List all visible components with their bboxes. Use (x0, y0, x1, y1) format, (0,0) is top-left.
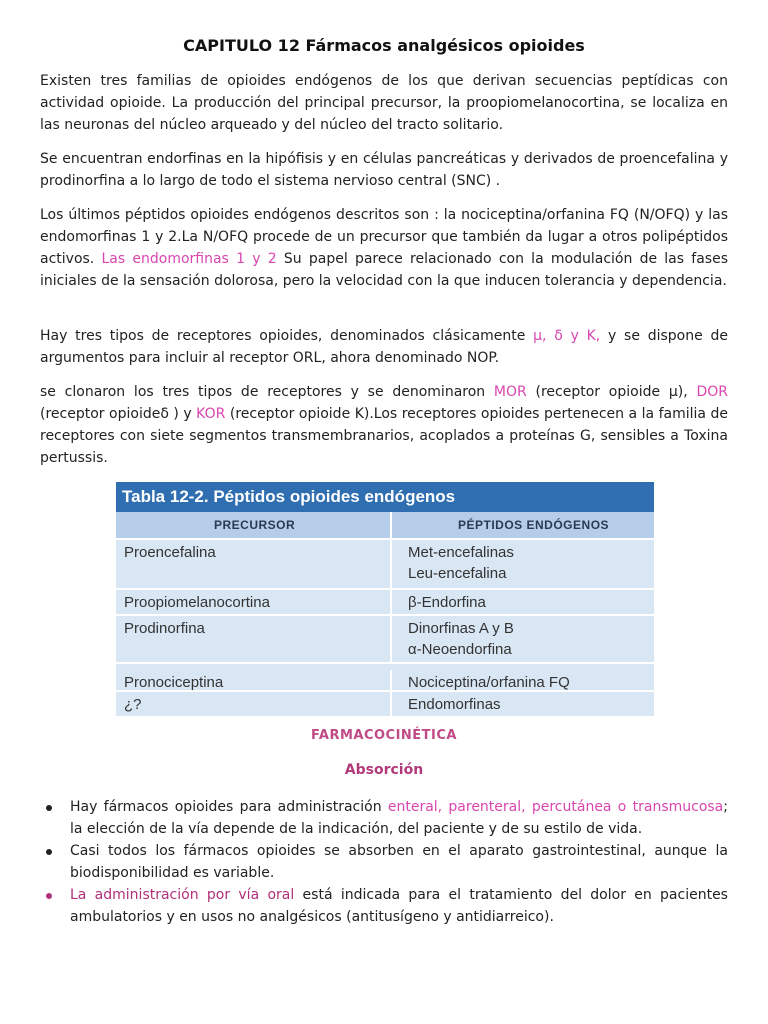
table-title: Tabla 12-2. Péptidos opioides endógenos (116, 482, 654, 512)
table-cell-precursor: Proopiomelanocortina (124, 594, 270, 611)
b3-highlight-oral: La administración por vía oral (70, 887, 295, 903)
table-cell-peptide: β-Endorfina (408, 594, 486, 611)
table-cell-peptide: Met-encefalinas (408, 544, 514, 561)
table-endogenous-peptides (116, 482, 654, 716)
chapter-title: CAPITULO 12 Fármacos analgésicos opioides (183, 36, 585, 55)
p1-text-c: , se localiza en las neuronas del núcleo arqueado y del núcleo del tracto solitario. (40, 95, 729, 133)
bullet-icon (46, 849, 52, 855)
table-header-row (116, 512, 654, 538)
list-item (40, 884, 728, 928)
paragraph-receptor-types (40, 325, 728, 369)
paragraph-endorphins: Se encuentran endorfinas en la hipófisis y en células pancreáticas y derivados de proencefalina y prodinorfina a lo largo de todo el sistema nervioso central (SNC) . (40, 151, 728, 189)
list-item (40, 796, 728, 840)
section-heading-farmacocinetica: FARMACOCINÉTICA (311, 728, 457, 743)
table-header-peptides: PÉPTIDOS ENDÓGENOS (390, 512, 654, 538)
table-cell-peptide: Nociceptina/orfanina FQ (408, 674, 570, 691)
subsection-heading-absorcion: Absorción (344, 762, 424, 778)
b3-text-b: está indicada para el tratamiento del dolor en pacientes ambulatorios y en usos no analgésicos (antitusígeno y antidiarreico). (70, 887, 728, 925)
p5-text-c: (receptor opioideδ ) y (40, 406, 197, 422)
table-header-precursor: PRECURSOR (214, 518, 296, 532)
p4-text-a: Hay tres tipos de receptores opioides, denominados clásicamente (40, 328, 534, 344)
table-cell-precursor: Prodinorfina (124, 620, 205, 637)
absorption-bullet-list (40, 796, 728, 928)
table-row (116, 614, 654, 662)
b1-highlight-routes: enteral, parenteral, percutánea o transmucosa (387, 799, 724, 815)
table-row (116, 662, 654, 690)
table-row (116, 538, 654, 588)
bullet-icon (46, 805, 52, 811)
table-cell-peptide: α-Neoendorfina (408, 641, 512, 658)
p4-highlight-receptors: μ, δ y Κ, (533, 328, 601, 344)
p3-highlight-endomorfinas: Las endomorfinas 1 y 2 (101, 251, 277, 267)
p5-highlight-mor: MOR (493, 384, 527, 400)
b1-text-c: ; la elección de la vía depende de la indicación, del paciente y de su estilo de vida. (70, 799, 728, 837)
table-cell-precursor: Proencefalina (124, 544, 216, 561)
p3-text-a: Los últimos péptidos opioides endógenos descritos son : la nociceptina/orfanina FQ (N/OFQ) y las endomorfinas 1 y 2.La N/OFQ procede de un precursor que también da lugar a otros polipéptidos activos. (40, 207, 728, 267)
b1-text-a: Hay fármacos opioides para administración (70, 799, 388, 815)
table-cell-precursor: ¿? (124, 696, 142, 713)
p5-text-a: se clonaron los tres tipos de receptores y se denominaron (40, 384, 494, 400)
b2-text: Casi todos los fármacos opioides se absorben en el aparato gastrointestinal, aunque la biodisponibilidad es variable. (70, 843, 728, 881)
table-row (116, 690, 654, 718)
p5-highlight-dor: DOR (696, 384, 728, 400)
paragraph-endogenous-families (40, 70, 728, 136)
table-cell-peptide: Leu-encefalina (408, 565, 507, 582)
p1-text-a: Existen tres familias de opioides endógenos de los que derivan secuencias peptídicas con actividad opioide. La producción del principal precursor, (40, 73, 728, 111)
paragraph-opioid-peptides (40, 204, 728, 292)
p5-highlight-kor: KOR (196, 406, 226, 422)
p4-text-c: y se dispone de argumentos para incluir al receptor ORL, ahora denominado NOP. (40, 328, 728, 366)
table-cell-peptide: Endomorfinas (408, 696, 501, 713)
p1-highlight-proopiomelanocortina: la proopiomelanocortina (447, 95, 621, 111)
table-cell-peptide: Dinorfinas A y B (408, 620, 514, 637)
p5-text-b: (receptor opioide μ), (526, 384, 697, 400)
p5-text-d: (receptor opioide Κ).Los receptores opioides pertenecen a la familia de receptores con siete segmentos transmembranarios, acoplados a proteínas G, sensibles a Toxina pertussis. (40, 406, 728, 466)
table-cell-precursor: Pronociceptina (124, 674, 224, 691)
table-row (116, 588, 654, 614)
p3-text-c: Su papel parece relacionado con la modulación de las fases iniciales de la sensación dolorosa, pero la velocidad con la que inducen tolerancia y dependencia. (40, 251, 728, 289)
paragraph-cloned-receptors (40, 381, 728, 469)
bullet-icon (46, 893, 52, 899)
list-item (40, 840, 728, 884)
